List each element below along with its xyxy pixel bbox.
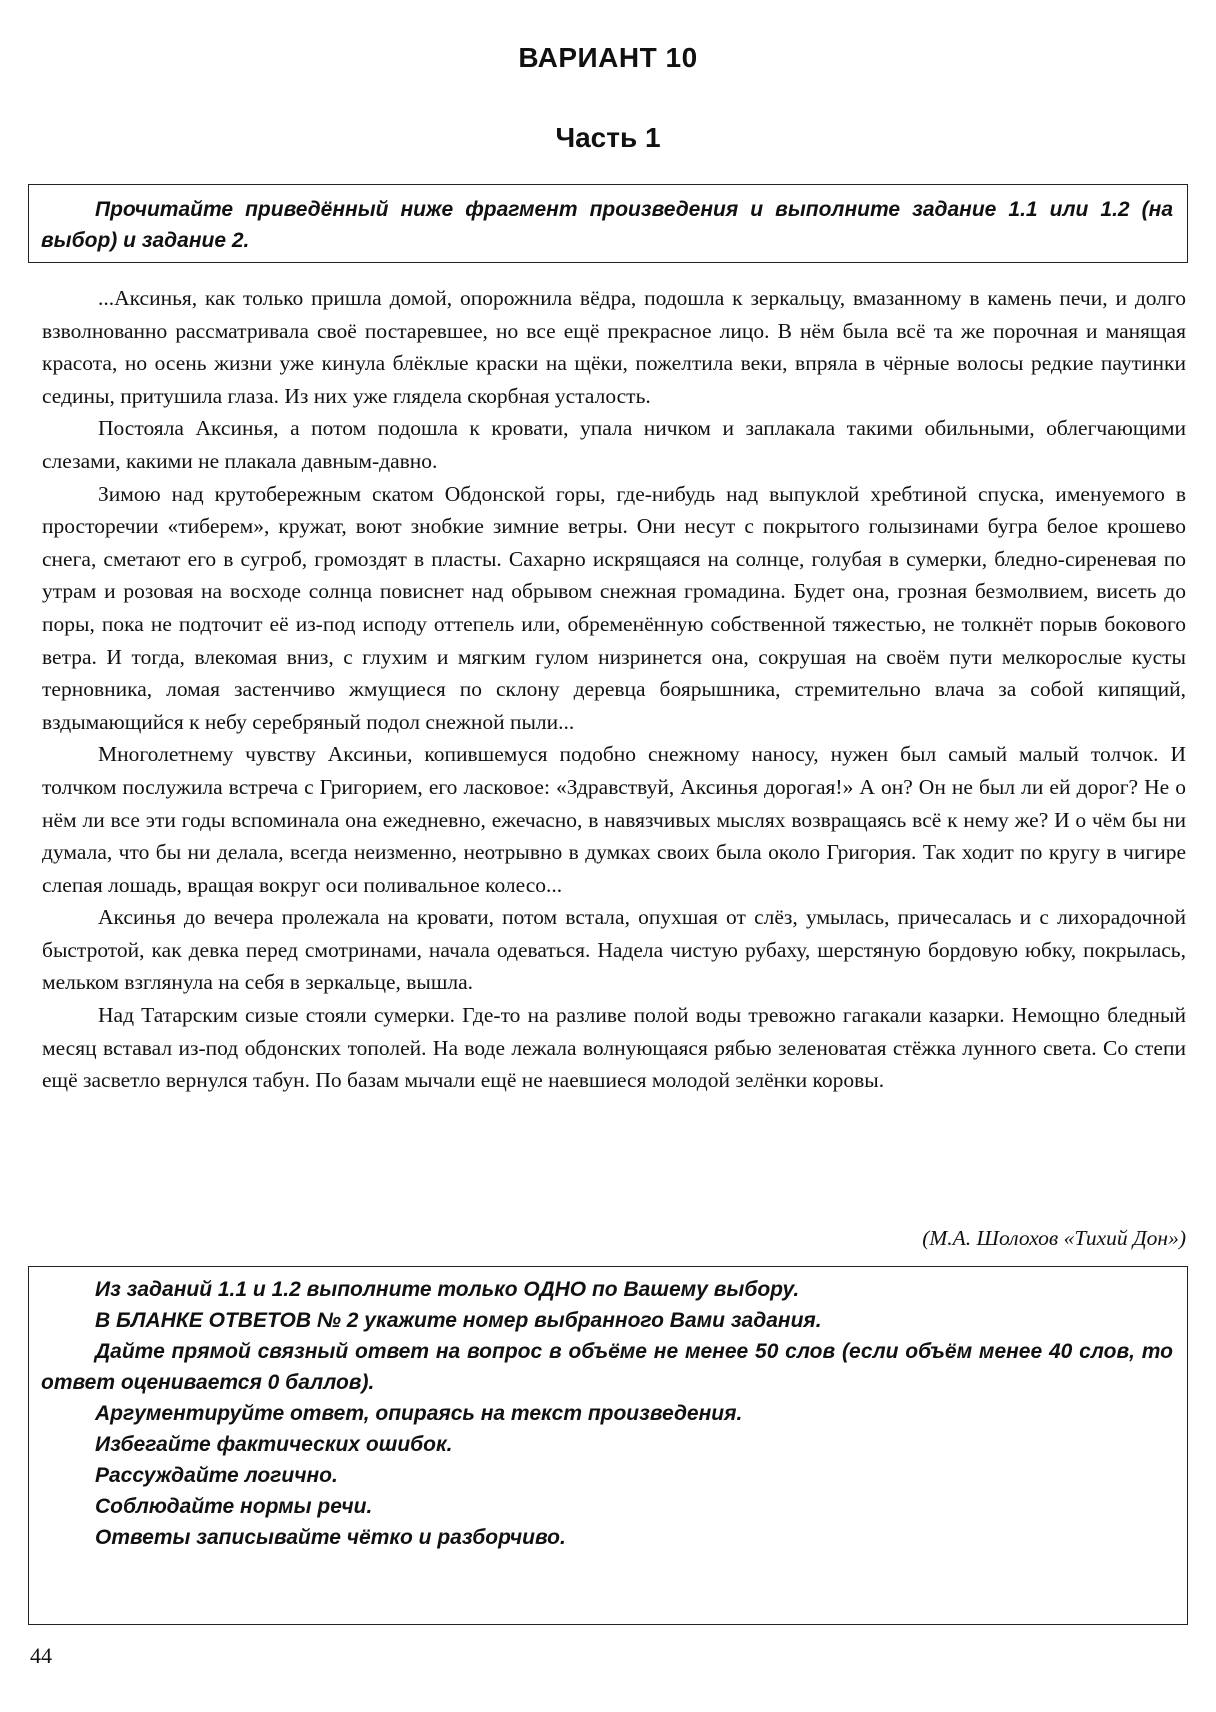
task-instructions-box xyxy=(28,1266,1188,1625)
page-number: 44 xyxy=(30,1643,52,1668)
passage-paragraph: ...Аксинья, как только пришла домой, опорожнила вёдра, подошла к зеркальцу, вмазанному в камень печи, и долго взволнованно рассматривала своё постаревшее, но все ещё прекрасное лицо. В нём была всё та же порочная и манящая красота, но осень жизни уже кинула блёклые краски на щёки, пожелтила веки, впряла в чёрные волосы редкие паутинки седины, притушила глаза. Из них уже глядела скорбная усталость. xyxy=(42,286,1186,408)
part-title: Часть 1 xyxy=(555,122,661,153)
source-citation: (М.А. Шолохов «Тихий Дон») xyxy=(922,1226,1186,1250)
passage-paragraph: Над Татарским сизые стояли сумерки. Где-то на разливе полой воды тревожно гагакали казарки. Немощно бледный месяц вставал из-под обдонских тополей. На воде лежала волнующаяся рябью зеленоватая стёжка лунного света. Со степи ещё засветло вернулся табун. По базам мычали ещё не наевшиеся молодой зелёнки коровы. xyxy=(42,1003,1186,1093)
passage-paragraph: Многолетнему чувству Аксиньи, копившемуся подобно снежному наносу, нужен был самый малый толчок. И толчком послужила встреча с Григорием, его ласковое: «Здравствуй, Аксинья дорогая!» А он? Он не был ли ей дорог? Не о нём ли все эти годы вспоминала она ежедневно, ежечасно, в навязчивых мыслях возвращаясь всё к нему же? И о чём бы ни думала, что бы ни делала, всегда неизменно, неотрывно в думках своих была около Григория. Так ходит по кругу в чигире слепая лошадь, вращая вокруг оси поливальное колесо... xyxy=(42,742,1186,897)
task-line: Избегайте фактических ошибок. xyxy=(95,1433,453,1456)
passage-paragraph: Постояла Аксинья, а потом подошла к кровати, упала ничком и заплакала такими обильными, облегчающими слезами, какими не плакала давным-давно. xyxy=(42,416,1186,473)
task-line: Рассуждайте логично. xyxy=(95,1464,338,1487)
instruction-box xyxy=(28,184,1188,263)
task-line: В БЛАНКЕ ОТВЕТОВ № 2 укажите номер выбранного Вами задания. xyxy=(95,1309,822,1332)
literary-passage xyxy=(42,282,1186,1097)
instruction-text: Прочитайте приведённый ниже фрагмент произведения и выполните задание 1.1 или 1.2 (на выбор) и задание 2. xyxy=(41,198,1173,252)
variant-title: ВАРИАНТ 10 xyxy=(518,42,698,73)
task-line: Аргументируйте ответ, опираясь на текст произведения. xyxy=(95,1402,743,1425)
passage-paragraph: Аксинья до вечера пролежала на кровати, потом встала, опухшая от слёз, умылась, причесалась и с лихорадочной быстротой, как девка перед смотринами, начала одеваться. Надела чистую рубаху, шерстяную бордовую юбку, покрылась, мельком взглянула на себя в зеркальце, вышла. xyxy=(42,905,1186,995)
task-line: Ответы записывайте чётко и разборчиво. xyxy=(95,1526,566,1549)
task-line: Из заданий 1.1 и 1.2 выполните только ОДНО по Вашему выбору. xyxy=(95,1278,800,1301)
task-line: Дайте прямой связный ответ на вопрос в объёме не менее 50 слов (если объём менее 40 слов, то ответ оценивается 0 баллов). xyxy=(41,1340,1173,1394)
passage-paragraph: Зимою над крутобережным скатом Обдонской горы, где-нибудь над выпуклой хребтиной спуска, именуемого в просторечии «тиберем», кружат, воют знобкие зимние ветры. Они несут с покрытого голызинами бугра белое крошево снега, сметают его в сугроб, громоздят в пласты. Сахарно искрящаяся на солнце, голубая в сумерки, бледно-сиреневая по утрам и розовая на восходе солнца повиснет над обрывом снежная громадина. Будет она, грозная безмолвием, висеть до поры, пока не подточит её из-под исподу оттепель или, обременённую собственной тяжестью, не толкнёт порыв бокового ветра. И тогда, влекомая вниз, с глухим и мягким гулом низринется она, сокрушая на своём пути мелкорослые кусты терновника, ломая застенчиво жмущиеся по склону деревца боярышника, стремительно влача за собой кипящий, вздымающийся к небу серебряный подол снежной пыли... xyxy=(42,481,1186,734)
task-line: Соблюдайте нормы речи. xyxy=(95,1495,373,1518)
